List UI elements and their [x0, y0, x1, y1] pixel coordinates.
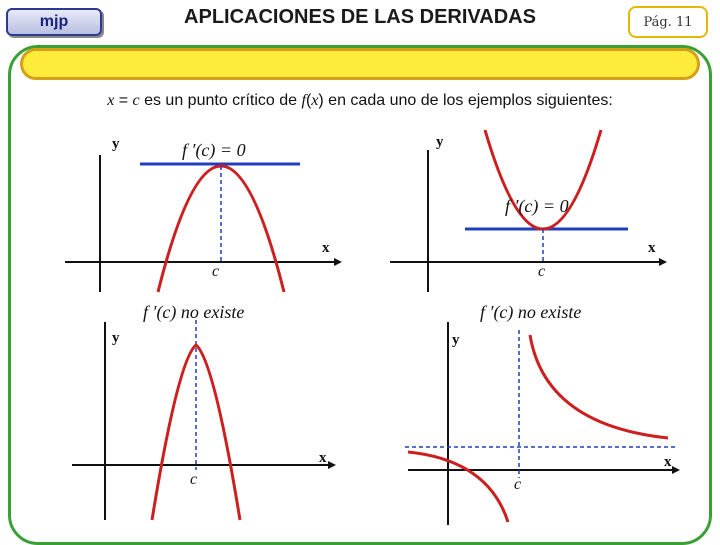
graph-3-condition: f ′(c) no existe: [143, 302, 245, 322]
intro-var-x-2: x: [311, 92, 319, 109]
intro-func: f: [301, 92, 306, 109]
graph-1-c-label: c: [212, 263, 220, 280]
graph-2-x-label: x: [648, 240, 656, 256]
graph-2-c-label: c: [538, 263, 546, 280]
graph-4-y-label: y: [452, 332, 460, 348]
intro-var-c: c: [132, 92, 140, 109]
graph-2-condition: f ′(c) = 0: [505, 196, 569, 216]
intro-paren-open: (: [305, 92, 312, 109]
graph-4: [405, 302, 678, 525]
graph-1-y-label: y: [112, 136, 120, 152]
intro-text-middle: es un punto crítico de: [139, 92, 302, 109]
page-number: Pág. 11: [628, 6, 708, 38]
graph-4-condition: f ′(c) no existe: [480, 302, 582, 322]
graph-3-y-label: y: [112, 330, 120, 346]
graph-1-x-label: x: [322, 240, 330, 256]
author-badge: mjp: [6, 8, 102, 36]
graph-3-x-label: x: [319, 450, 327, 466]
graph-4-curve-right: [530, 335, 668, 438]
intro-paren-close: ): [318, 92, 324, 109]
graph-1: [65, 136, 338, 292]
intro-equals: =: [114, 92, 133, 109]
graph-4-c-label: c: [514, 476, 522, 493]
graph-2-y-label: y: [436, 134, 444, 150]
intro-var-x: x: [107, 92, 115, 109]
page-title: APLICACIONES DE LAS DERIVADAS: [184, 6, 536, 28]
graph-4-curve-left: [408, 452, 508, 522]
graph-4-x-label: x: [664, 454, 672, 470]
graph-2: [390, 130, 663, 292]
graph-1-condition: f ′(c) = 0: [182, 140, 246, 160]
graph-3-c-label: c: [190, 471, 198, 488]
intro-text-end: en cada uno de los ejemplos siguientes:: [323, 92, 613, 109]
graph-3: [72, 302, 332, 520]
